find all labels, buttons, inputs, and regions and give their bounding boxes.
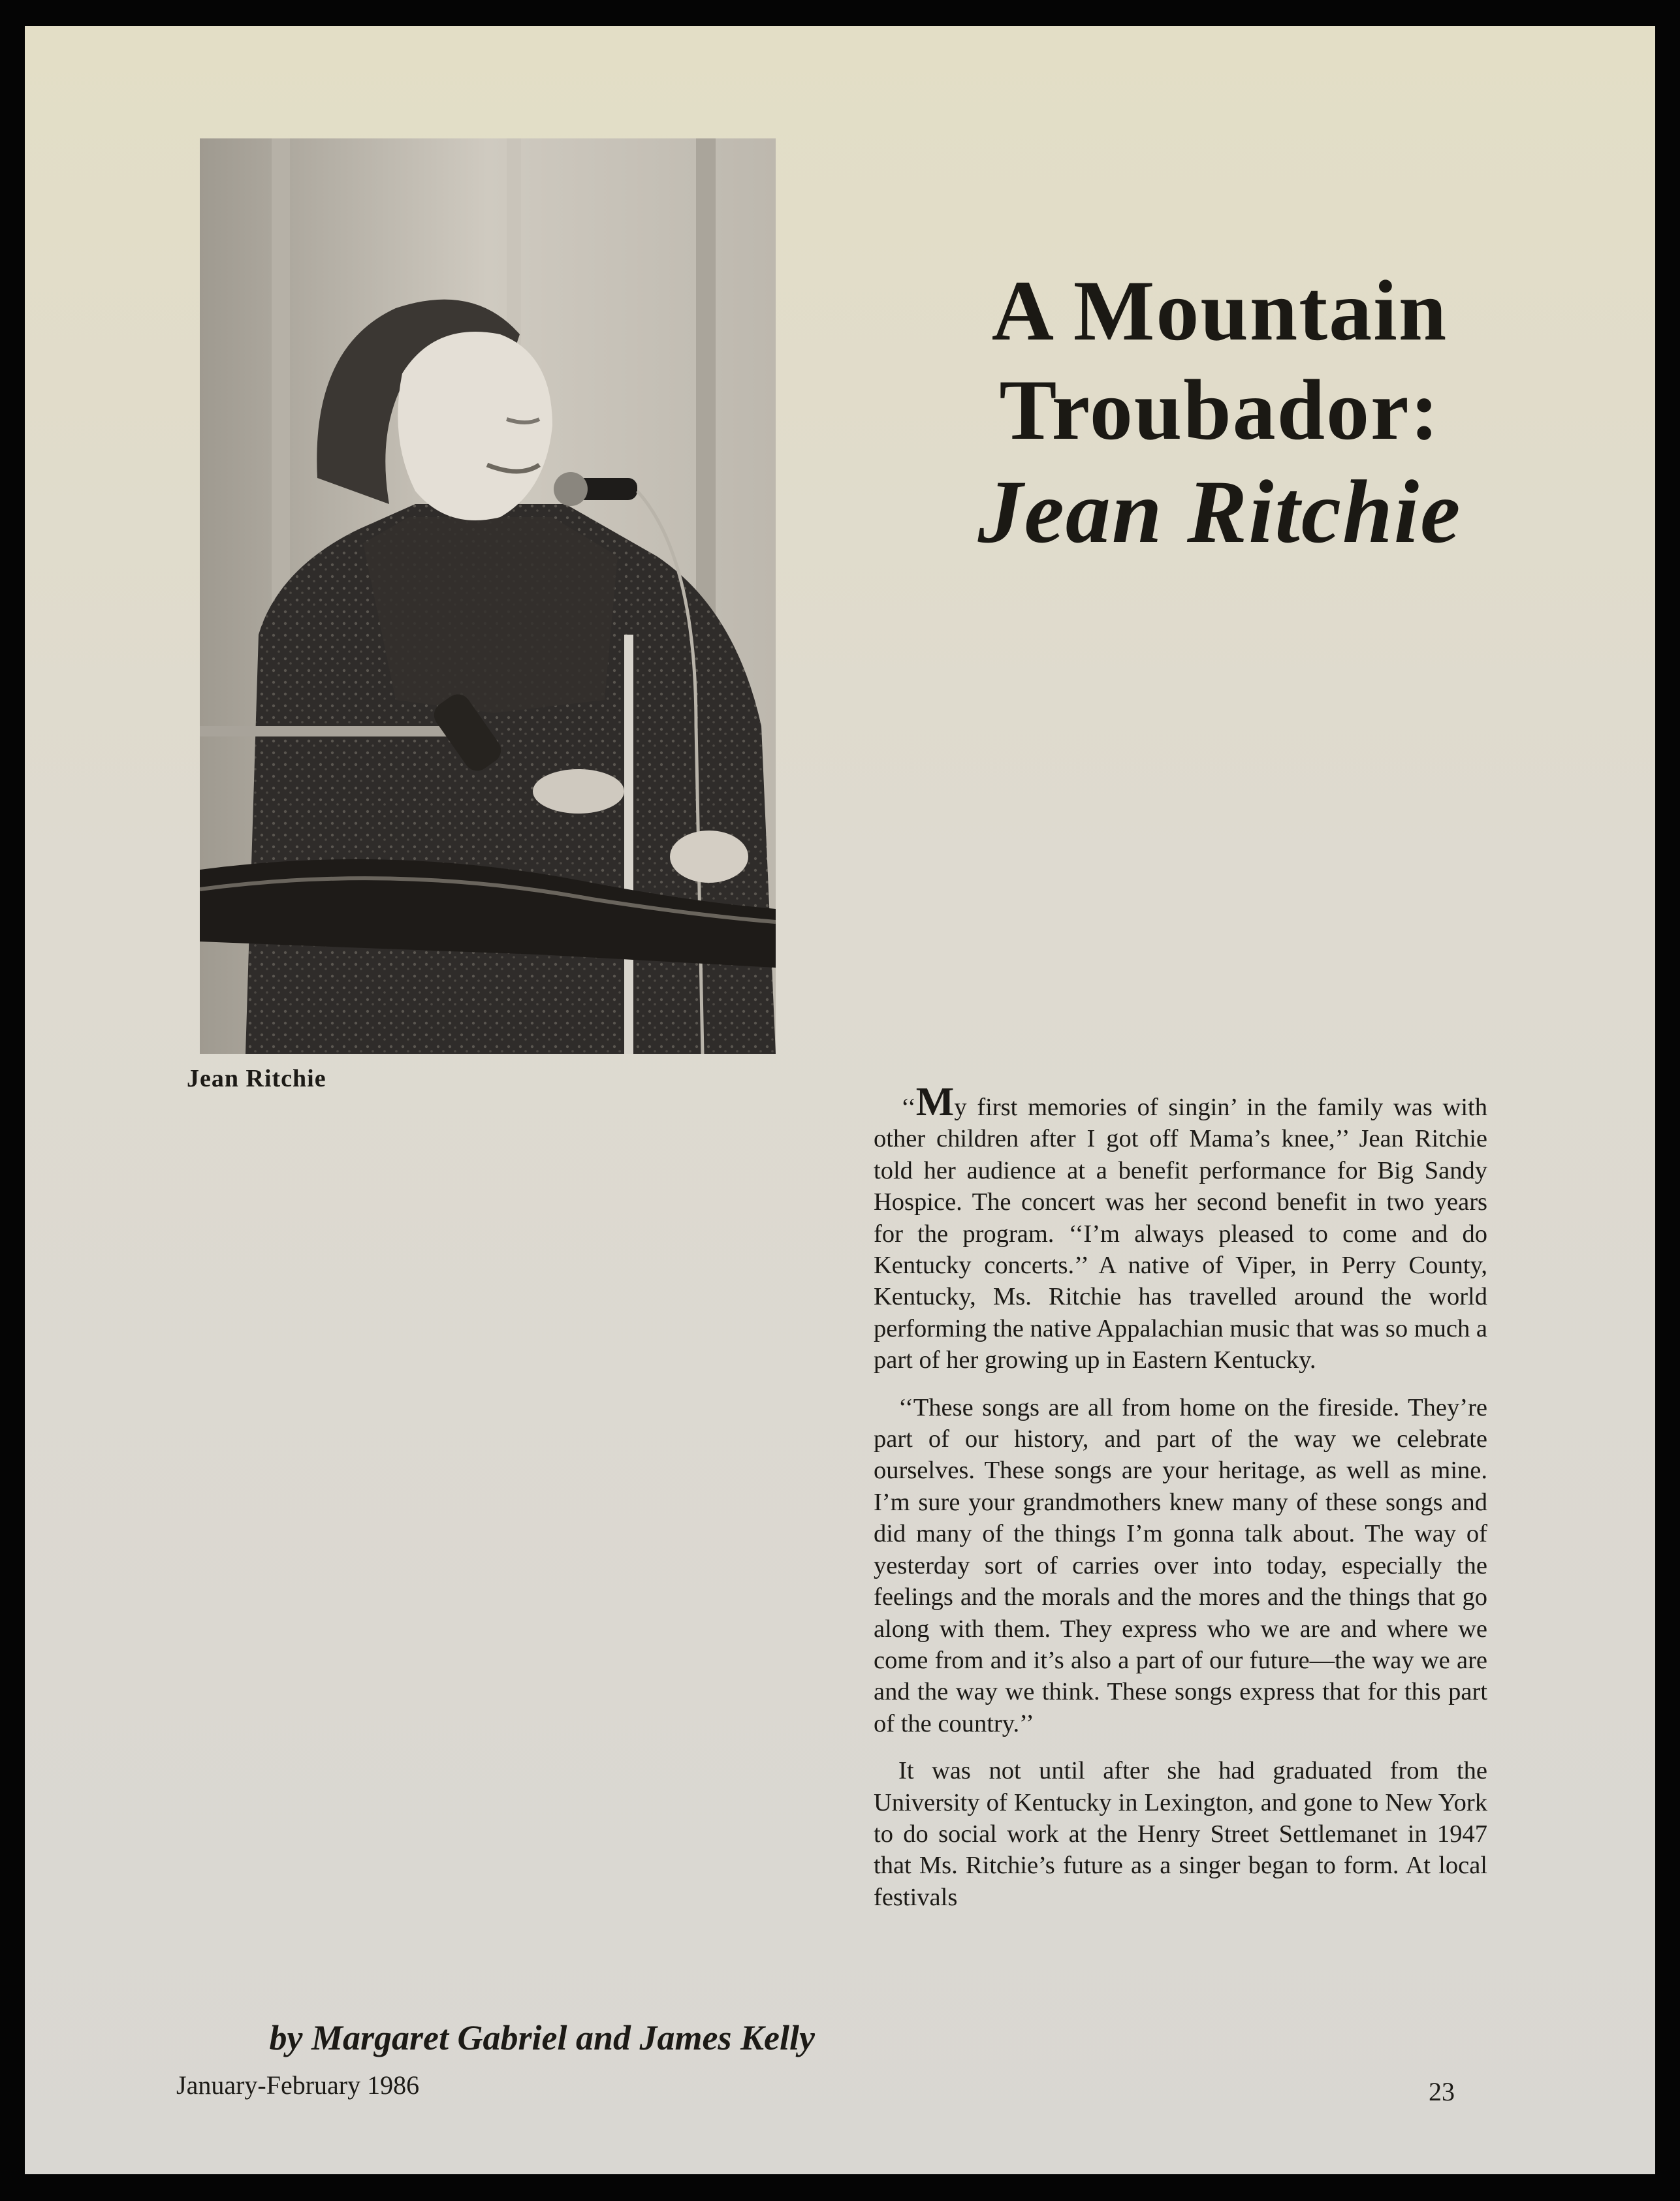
paragraph-1-text: y first memories of singin’ in the family was with other children after I got off Mama’s knee,’’ Jean Ritchie told her audience at a benefit performance for Big Sandy Hospice. The concert was her second benefit in two years for the program. ‘‘I’m always pleased to come and do Kentucky concerts.’’ A native of Viper, in Perry County, Kentucky, Ms. Ritchie has travelled around the world performing the native Appalachian music that was so much a part of her growing up in Eastern Kentucky. bbox=[874, 1094, 1487, 1374]
article-paragraph-2: ‘‘These songs are all from home on the fireside. They’re part of our history, and part of the way we celebrate ourselves. These songs are your heritage, as well as mine. I’m sure your grandmothers knew many of these songs and did many of the things I’m gonna talk about. The way of yesterday sort of carries over into today, especially the feelings and the morals and the mores and the things that go along with them. They express who we are and where we come from and it’s also a part of our future—the way we are and the way we think. These songs express that for this part of the country.’’ bbox=[874, 1393, 1487, 1737]
issue-date: January-February 1986 bbox=[176, 2070, 420, 2100]
drop-cap: M bbox=[915, 1080, 955, 1124]
title-line-2: Troubador: bbox=[999, 362, 1440, 458]
photo-caption: Jean Ritchie bbox=[187, 1065, 326, 1092]
title-line-3: Jean Ritchie bbox=[977, 462, 1462, 562]
jean-ritchie-photo bbox=[200, 138, 776, 1054]
article-paragraph-3: It was not until after she had graduated from the University of Kentucky in Lexington, and gone to New York to do social work at the Henry Street Settlemanet in 1947 that Ms. Ritchie’s future as a singer began to form. At local festivals bbox=[874, 1757, 1487, 1911]
byline: by Margaret Gabriel and James Kelly bbox=[269, 2018, 815, 2057]
title-line-1: A Mountain bbox=[991, 262, 1448, 358]
article-paragraph-1 bbox=[874, 1080, 1487, 1376]
article-title bbox=[926, 261, 1514, 562]
opening-quote: ‘‘ bbox=[901, 1094, 916, 1121]
magazine-page bbox=[25, 26, 1655, 2174]
portrait-photo-icon bbox=[200, 138, 776, 1054]
article-body bbox=[874, 1080, 1487, 1929]
page-number: 23 bbox=[1429, 2077, 1455, 2106]
